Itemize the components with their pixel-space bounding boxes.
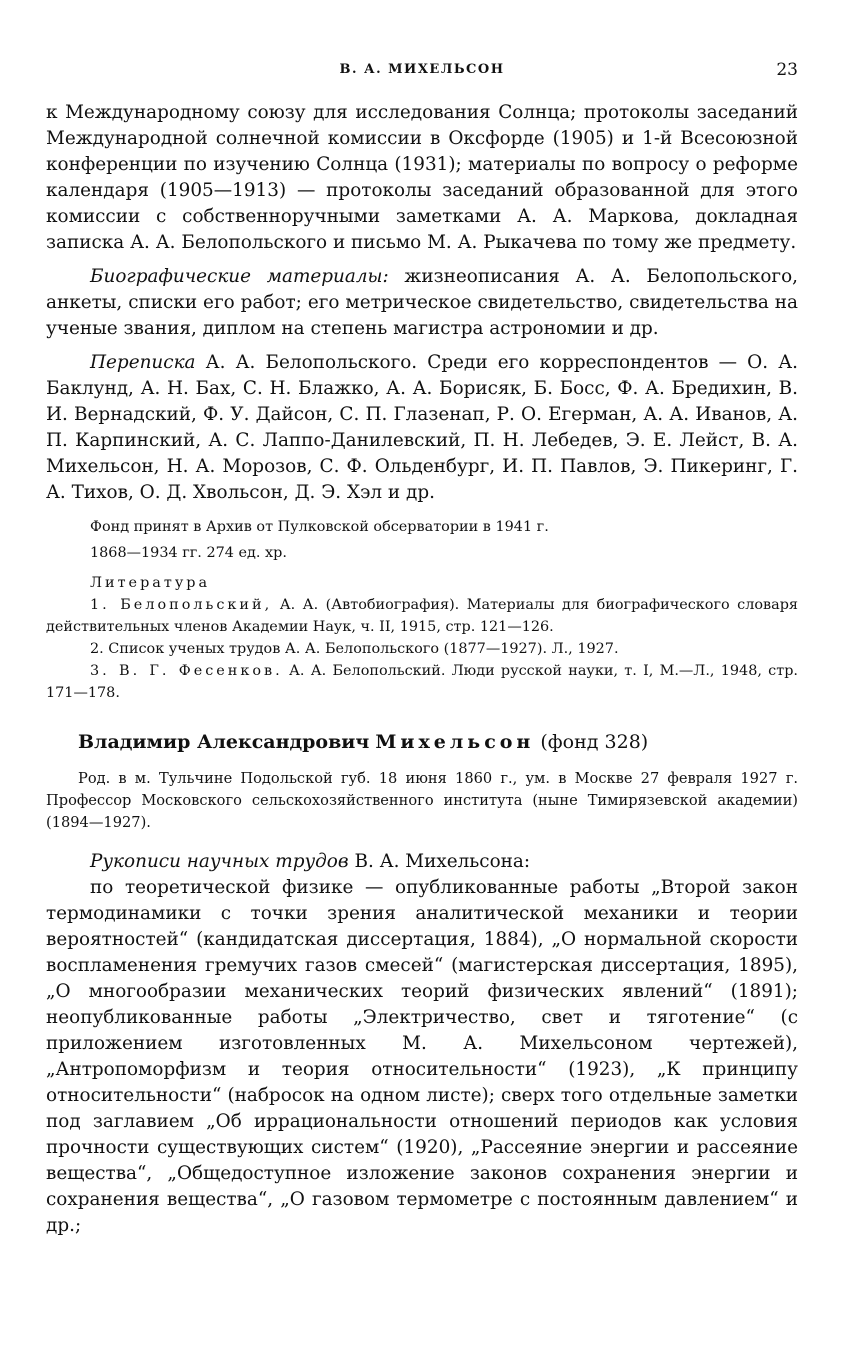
literature-item-3 <box>46 660 798 704</box>
section-biography: Род. в м. Тульчине Подольской губ. 18 июня 1860 г., ум. в Москве 27 февраля 1927 г. Профессор Московского сельскохозяйственного института (ныне Тимирязевской академии) (1894—1927). <box>46 770 798 831</box>
literature-item-3-text: А. А. Белопольский. Люди русской науки, т. I, М.—Л., 1948, стр. 171—178. <box>46 663 798 701</box>
manuscripts-tail: В. А. Михельсона: <box>348 850 531 872</box>
literature-item-3-author: 3. В. Г. Фесенков. <box>90 663 283 679</box>
paragraph-biographical-materials <box>46 264 798 342</box>
paragraph-physics-works: по теоретической физике — опубликованные работы „Второй закон термодинамики с точки зрения аналитической механики и теории вероятностей“ (кандидатская диссертация, 1884), „О нормальной скорости воспламенения гремучих газов смесей“ (магистерская диссертация, 1895), „О многообразии механических теорий физических явлений“ (1891); неопубликованные работы „Электричество, свет и тяготение“ (с приложением изготовленных М. А. Михельсоном чертежей), „Антропоморфизм и теория относительности“ (1923), „К принципу относительности“ (набросок на одном листе); сверх того отдельные заметки под заглавием „Об иррациональности отношений периодов как условия прочности существующих систем“ (1920), „Рассеяние энергии и рассеяние вещества“, „Общедоступное изложение законов сохранения энергии и сохранения вещества“, „О газовом термометре с постоянным давлением“ и др.; <box>46 876 798 1236</box>
correspondence-text: А. А. Белопольского. Среди его корреспондентов — О. А. Баклунд, А. Н. Бах, С. Н. Блажко, А. А. Борисяк, Б. Босс, Ф. А. Бредихин, В. И. Вернадский, Ф. У. Дайсон, С. П. Глазенап, Р. О. Егерман, А. А. Иванов, А. П. Карпинский, А. С. Лаппо-Данилевский, П. Н. Лебедев, Э. Е. Лейст, В. А. Михельсон, Н. А. Морозов, С. Ф. Ольденбург, И. П. Павлов, Э. Пикеринг, Г. А. Тихов, О. Д. Хвольсон, Д. Э. Хэл и др. <box>46 352 798 503</box>
literature-item-2 <box>46 638 798 660</box>
literature-item-2-text: 2. Список ученых трудов А. А. Белопольского (1877—1927). Л., 1927. <box>90 641 619 657</box>
paragraph-continuation: к Международному союзу для исследования Солнца; протоколы заседаний Международной солнечной комиссии в Оксфорде (1905) и 1-й Всесоюзной конференции по изучению Солнца (1931); материалы по вопросу о реформе календаря (1905—1913) — протоколы заседаний образованной для этого комиссии с собственноручными заметками А. А. Маркова, докладная записка А. А. Белопольского и письмо М. А. Рыкачева по тому же предмету. <box>46 102 798 253</box>
fond-range: 1868—1934 гг. 274 ед. хр. <box>90 545 287 561</box>
section-surname: Михельсон <box>375 731 535 753</box>
literature-item-1 <box>46 594 798 638</box>
literature-item-1-text: А. А. (Автобиография). Материалы для биографического словаря действительных членов Академии Наук, ч. II, 1915, стр. 121—126. <box>46 597 799 635</box>
page-header <box>46 58 798 82</box>
page-body <box>46 100 798 1239</box>
biographical-materials-lead: Биографические материалы: <box>90 266 389 287</box>
manuscripts-lead: Рукописи научных трудов <box>90 850 349 872</box>
running-head: В. А. МИХЕЛЬСОН <box>339 62 505 77</box>
fond-accepted: Фонд принят в Архив от Пулковской обсерватории в 1941 г. <box>90 519 549 535</box>
literature-item-1-author: 1. Белопольский, <box>90 597 273 613</box>
manuscripts-heading <box>46 849 798 875</box>
biographical-materials-text: жизнеописания А. А. Белопольского, анкеты, списки его работ; его метрическое свидетельство, свидетельства на ученые звания, диплом на степень магистра астрономии и др. <box>46 266 798 339</box>
section-name: Владимир Александрович <box>78 731 370 753</box>
literature-heading: Литература <box>90 575 211 591</box>
section-heading <box>46 728 798 756</box>
page-number: 23 <box>776 60 798 80</box>
correspondence-lead: Переписка <box>90 352 196 373</box>
paragraph-correspondence <box>46 350 798 506</box>
section-fond-number: (фонд 328) <box>540 731 649 753</box>
